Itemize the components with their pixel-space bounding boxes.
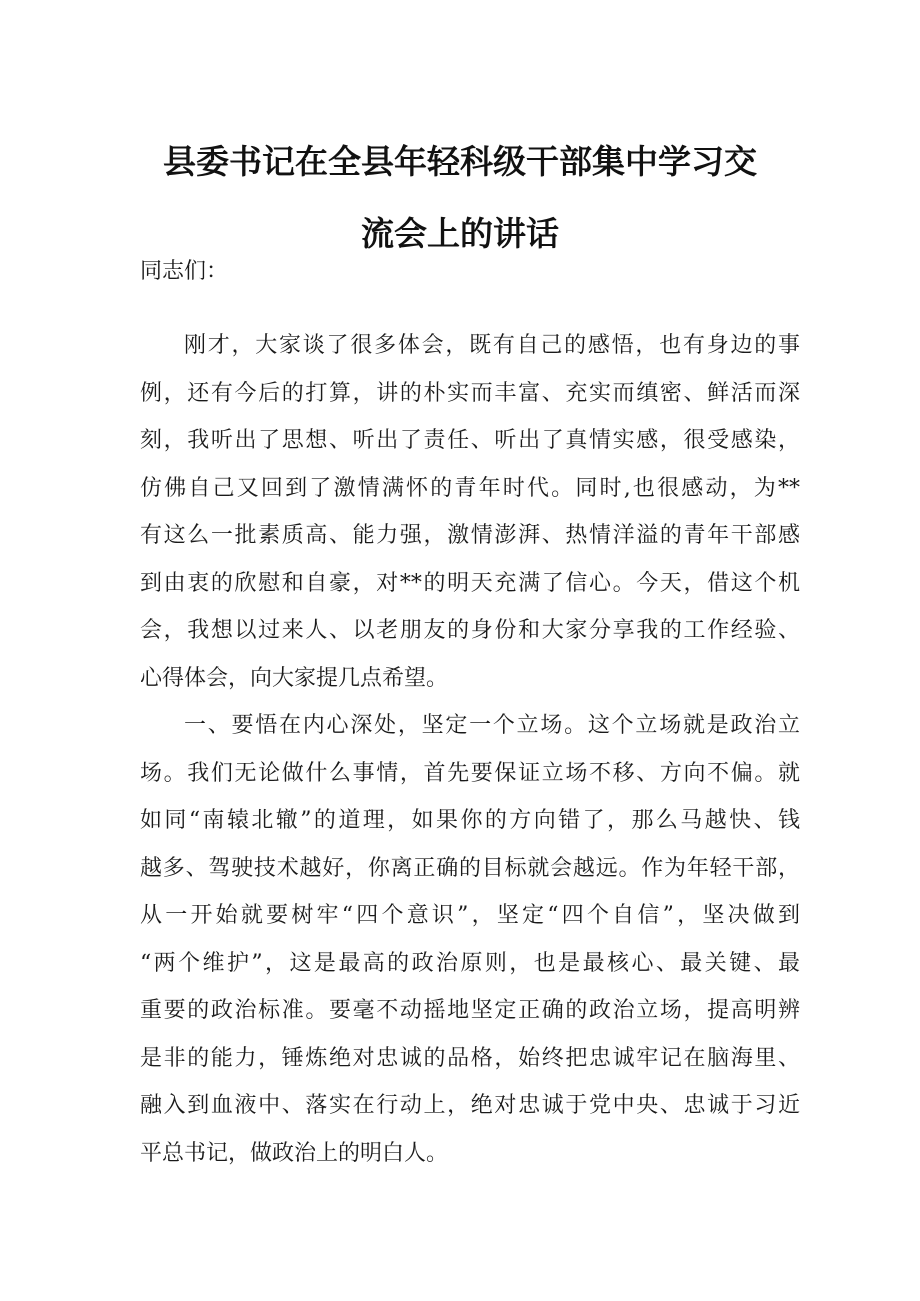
paragraph-line: 场。我们无论做什么事情，首先要保证立场不移、方向不偏。就 (140, 760, 800, 786)
paragraph-line: 融入到血液中、落实在行动上，绝对忠诚于党中央、忠诚于习近 (140, 1093, 800, 1118)
paragraph-line: 心得体会，向大家提几点希望。 (140, 665, 449, 691)
paragraph-line: 有这么一批素质高、能力强，激情澎湃、热情洋溢的青年干部感 (140, 523, 800, 548)
paragraph-line: 从一开始就要树牢“四个意识”，坚定“四个自信”，坚决做到 (140, 903, 800, 928)
paragraph-line: 一、要悟在内心深处，坚定一个立场。这个立场就是政治立 (184, 713, 800, 738)
document-title-line-1: 县委书记在全县年轻科级干部集中学习交 (163, 142, 757, 181)
body-paragraph-1 (140, 322, 800, 702)
paragraph-line: 会，我想以过来人、以老朋友的身份和大家分享我的工作经验、 (140, 618, 800, 643)
paragraph-line: 仿佛自己又回到了激情满怀的青年时代。同时,也很感动，为** (140, 475, 800, 501)
paragraph-line: 是非的能力，锤炼绝对忠诚的品格，始终把忠诚牢记在脑海里、 (140, 1045, 800, 1071)
paragraph-line: “两个维护”，这是最高的政治原则，也是最核心、最关键、最 (140, 950, 800, 976)
document-title-line-2: 流会上的讲话 (361, 214, 559, 253)
paragraph-line: 平总书记，做政治上的明白人。 (140, 1140, 449, 1166)
body-paragraph-2 (140, 702, 800, 1177)
paragraph-line: 如同“南辕北辙”的道理，如果你的方向错了，那么马越快、钱 (140, 808, 800, 833)
paragraph-line: 重要的政治标准。要毫不动摇地坚定正确的政治立场，提高明辨 (140, 998, 800, 1023)
paragraph-line: 越多、驾驶技术越好，你离正确的目标就会越远。作为年轻干部， (140, 855, 800, 881)
paragraph-line: 例，还有今后的打算，讲的朴实而丰富、充实而缜密、鲜活而深 (140, 380, 800, 406)
paragraph-line: 刚才，大家谈了很多体会，既有自己的感悟，也有身边的事 (184, 333, 800, 358)
paragraph-line: 到由衷的欣慰和自豪，对**的明天充满了信心。今天，借这个机 (140, 570, 800, 596)
paragraph-line: 刻，我听出了思想、听出了责任、听出了真情实感，很受感染， (140, 428, 800, 453)
salutation: 同志们： (140, 259, 229, 284)
